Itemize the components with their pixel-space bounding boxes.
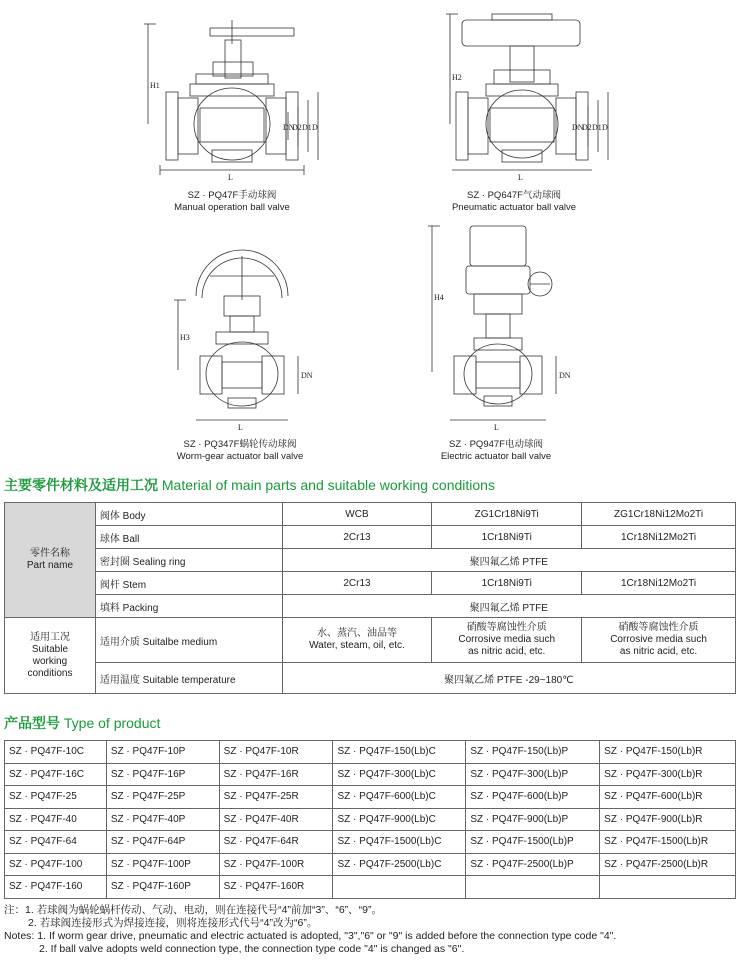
dim-d2-1: D2 [292,123,302,132]
caption-manual-zh: SZ · PQ47F手动球阀 [187,190,277,201]
product-model-cell: SZ · PQ47F-10P [106,741,219,764]
product-model-cell: SZ · PQ47F-150(Lb)R [600,741,736,764]
medium-v3-en-1: Corrosive media such [610,634,707,645]
caption-manual-en: Manual operation ball valve [174,202,290,213]
caption-worm-gear [110,439,370,463]
caption-pneumatic-en: Pneumatic actuator ball valve [451,202,577,213]
row-label-body: 阀体 Body [95,503,282,526]
table-row [5,663,736,694]
stem-v1: 2Cr13 [282,572,432,595]
materials-title-en: Material of main parts and suitable working conditions [161,477,495,493]
product-model-cell: SZ · PQ47F-40P [106,808,219,831]
medium-v2-zh: 硝酸等腐蚀性介质 [466,622,547,633]
conditions-en-1: Suitable [31,643,69,655]
conditions-en-2: working [32,655,68,667]
dim-l-2: L [518,173,523,182]
dim-l-1: L [228,173,233,182]
product-model-cell: SZ · PQ47F-16C [5,763,107,786]
product-model-cell: SZ · PQ47F-300(Lb)P [466,763,600,786]
table-row [5,503,736,526]
product-model-cell [333,876,466,899]
dim-d1-2: D1 [592,123,602,132]
products-title-zh: 产品型号 [4,715,60,731]
table-row [5,763,736,786]
product-model-cell: SZ · PQ47F-2500(Lb)R [600,853,736,876]
table-row [5,808,736,831]
product-model-cell: SZ · PQ47F-25R [219,786,333,809]
packing-value: 聚四氟乙烯 PTFE [282,595,735,618]
dim-h3: H3 [180,333,190,342]
product-model-cell: SZ · PQ47F-16R [219,763,333,786]
table-row [5,831,736,854]
products-table [4,740,736,899]
row-label-temperature: 适用温度 Suitable temperature [95,663,282,694]
medium-v2-en-2: as nitric acid, etc. [468,646,546,657]
table-row [5,572,736,595]
pneumatic-valve-drawing [446,14,608,170]
product-model-cell: SZ · PQ47F-40R [219,808,333,831]
medium-v1 [282,618,432,663]
product-model-cell: SZ · PQ47F-25 [5,786,107,809]
dim-h2: H2 [452,73,462,82]
ball-v2: 1Cr18Ni9Ti [432,526,582,549]
conditions-en-3: conditions [27,667,73,679]
part-name-en: Part name [26,560,74,571]
part-name-cell [5,503,96,618]
row-label-ball: 球体 Ball [95,526,282,549]
product-model-cell: SZ · PQ47F-64P [106,831,219,854]
product-model-cell: SZ · PQ47F-160 [5,876,107,899]
manual-valve-drawing [144,20,318,175]
caption-worm-gear-en: Worm-gear actuator ball valve [176,451,304,462]
table-row [5,741,736,764]
part-name-zh: 零件名称 [29,548,70,559]
product-model-cell: SZ · PQ47F-64R [219,831,333,854]
product-model-cell: SZ · PQ47F-64 [5,831,107,854]
body-v2: ZG1Cr18Ni9Ti [432,503,582,526]
dim-d1-1: D1 [302,123,312,132]
product-model-cell: SZ · PQ47F-300(Lb)R [600,763,736,786]
product-model-cell: SZ · PQ47F-600(Lb)C [333,786,466,809]
electric-valve-drawing [428,226,556,420]
product-model-cell: SZ · PQ47F-100R [219,853,333,876]
table-row [5,876,736,899]
table-row [5,618,736,663]
body-v1: WCB [282,503,432,526]
product-model-cell: SZ · PQ47F-10C [5,741,107,764]
dim-d-2: D [602,123,608,132]
note-en-1: Notes: 1. If worm gear drive, pneumatic and electric actuated is adopted, "3","6" or "9" is added before the connection type code "4". [4,930,617,942]
caption-manual [102,190,362,214]
dim-h1: H1 [150,81,160,90]
product-model-cell: SZ · PQ47F-160P [106,876,219,899]
product-model-cell: SZ · PQ47F-300(Lb)C [333,763,466,786]
dim-dn-2: DN [572,123,584,132]
caption-pneumatic-zh: SZ · PQ647F气动球阀 [467,190,561,201]
table-row [5,549,736,572]
medium-v2-en-1: Corrosive media such [458,634,556,645]
note-en-2: 2. If ball valve adopts weld connection type, the connection type code "4" is changed as "6". [39,943,465,955]
product-model-cell: SZ · PQ47F-160R [219,876,333,899]
caption-electric [366,439,626,463]
materials-title [4,475,495,495]
notes [4,904,736,956]
product-model-cell [466,876,600,899]
row-label-packing: 填料 Packing [95,595,282,618]
product-model-cell: SZ · PQ47F-150(Lb)C [333,741,466,764]
medium-v3-en-2: as nitric acid, etc. [619,646,698,657]
dim-dn-3: DN [301,371,313,380]
conditions-zh: 适用工况 [29,631,70,643]
product-model-cell: SZ · PQ47F-1500(Lb)P [466,831,600,854]
product-model-cell: SZ · PQ47F-2500(Lb)C [333,853,466,876]
caption-pneumatic [384,190,644,214]
medium-v2 [432,618,582,663]
dim-l-3: L [238,423,243,432]
dim-d-1: D [312,123,318,132]
ball-v1: 2Cr13 [282,526,432,549]
table-row [5,853,736,876]
temperature-value: 聚四氟乙烯 PTFE -29~180℃ [282,663,735,694]
worm-gear-valve-drawing [174,250,298,420]
medium-v3-zh: 硝酸等腐蚀性介质 [618,622,699,633]
materials-table [4,502,736,694]
product-model-cell: SZ · PQ47F-100P [106,853,219,876]
product-model-cell: SZ · PQ47F-900(Lb)R [600,808,736,831]
product-model-cell: SZ · PQ47F-900(Lb)P [466,808,600,831]
dim-h4: H4 [434,293,444,302]
product-model-cell: SZ · PQ47F-600(Lb)P [466,786,600,809]
row-label-seal: 密封圈 Sealing ring [95,549,282,572]
product-model-cell: SZ · PQ47F-1500(Lb)C [333,831,466,854]
products-title [4,713,160,733]
product-model-cell: SZ · PQ47F-100 [5,853,107,876]
product-model-cell: SZ · PQ47F-150(Lb)P [466,741,600,764]
medium-v1-en: Water, steam, oil, etc. [309,640,405,651]
medium-v1-zh: 水、蒸汽、油品等 [316,628,397,639]
body-v3: ZG1Cr18Ni12Mo2Ti [582,503,736,526]
stem-v2: 1Cr18Ni9Ti [432,572,582,595]
seal-value: 聚四氟乙烯 PTFE [282,549,735,572]
product-model-cell: SZ · PQ47F-900(Lb)C [333,808,466,831]
products-title-en: Type of product [63,715,161,731]
caption-electric-en: Electric actuator ball valve [440,451,552,462]
stem-v3: 1Cr18Ni12Mo2Ti [582,572,736,595]
product-model-cell: SZ · PQ47F-2500(Lb)P [466,853,600,876]
dim-d2-2: D2 [582,123,592,132]
product-model-cell: SZ · PQ47F-1500(Lb)R [600,831,736,854]
dim-l-4: L [494,423,499,432]
product-model-cell: SZ · PQ47F-25P [106,786,219,809]
materials-title-zh: 主要零件材料及适用工况 [4,477,158,493]
ball-v3: 1Cr18Ni12Mo2Ti [582,526,736,549]
table-row [5,595,736,618]
valve-drawings [0,0,738,470]
note-zh-1: 注：1. 若球阀为蜗轮蜗杆传动、气动、电动，则在连接代号“4”前加“3”、“6”、“9”。 [4,904,383,916]
product-model-cell: SZ · PQ47F-40 [5,808,107,831]
caption-electric-zh: SZ · PQ947F电动球阀 [449,439,543,450]
row-label-medium: 适用介质 Suitalbe medium [95,618,282,663]
product-model-cell: SZ · PQ47F-16P [106,763,219,786]
product-model-cell: SZ · PQ47F-600(Lb)R [600,786,736,809]
table-row [5,786,736,809]
conditions-cell [5,618,96,694]
product-model-cell [600,876,736,899]
dim-dn-4: DN [559,371,571,380]
table-row [5,526,736,549]
dim-dn-1: DN [283,123,295,132]
caption-worm-gear-zh: SZ · PQ347F蜗轮传动球阀 [183,439,297,450]
row-label-stem: 阀杆 Stem [95,572,282,595]
note-zh-2: 2. 若球阀连接形式为焊接连接，则将连接形式代号“4”改为“6”。 [28,917,318,929]
product-model-cell: SZ · PQ47F-10R [219,741,333,764]
medium-v3 [582,618,736,663]
